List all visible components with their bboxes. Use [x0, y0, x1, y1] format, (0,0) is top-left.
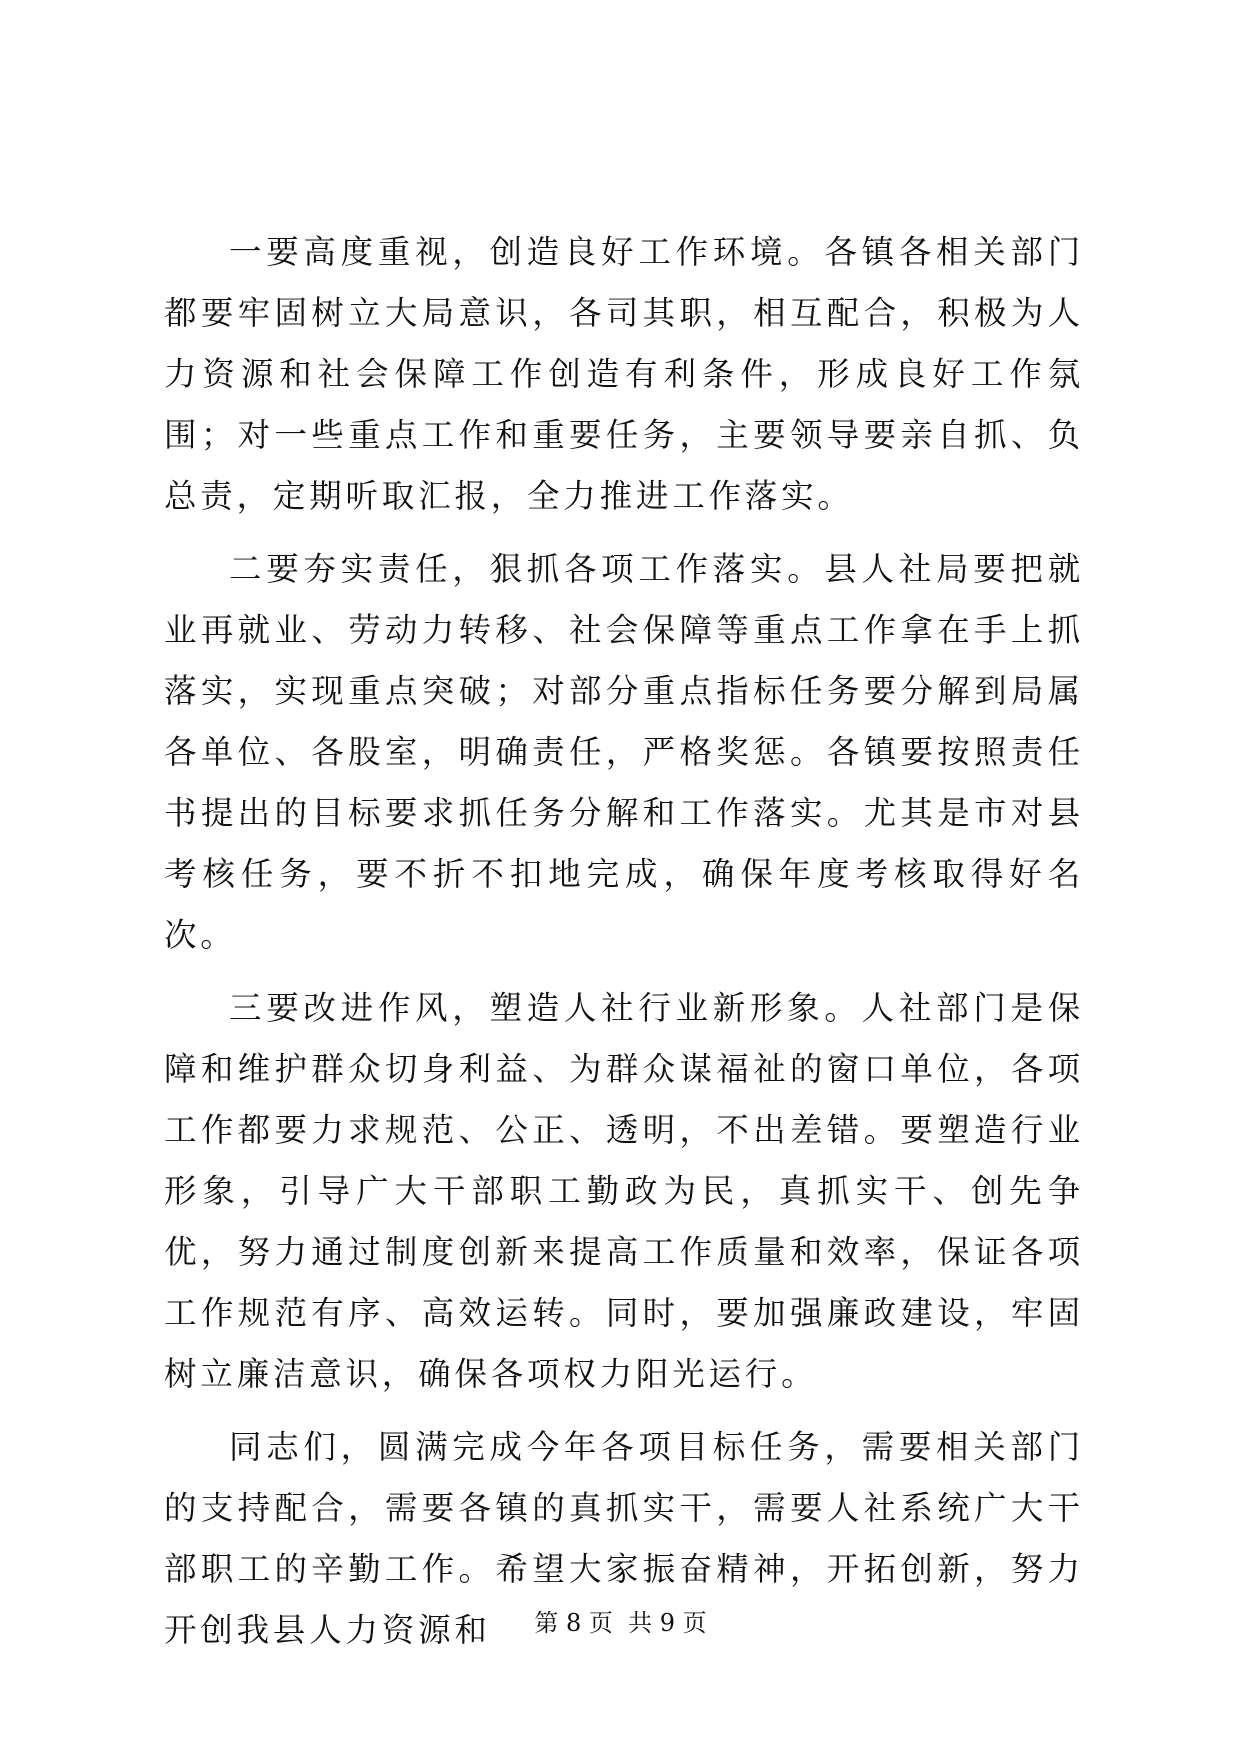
- paragraph-1: 一要高度重视，创造良好工作环境。各镇各相关部门都要牢固树立大局意识，各司其职，相互配合，积极为人力资源和社会保障工作创造有利条件，形成良好工作氛围；对一些重点工作和重要任务，主要领导要亲自抓、负总责，定期听取汇报，全力推进工作落实。: [164, 233, 1084, 515]
- page-footer: 第 8 页 共 9 页: [534, 1609, 707, 1637]
- paragraph-3: 三要改进作风，塑造人社行业新形象。人社部门是保障和维护群众切身利益、为群众谋福祉的窗口单位，各项工作都要力求规范、公正、透明，不出差错。要塑造行业形象，引导广大干部职工勤政为民，真抓实干、创先争优，努力通过制度创新来提高工作质量和效率，保证各项工作规范有序、高效运转。同时，要加强廉政建设，牢固树立廉洁意识，确保各项权力阳光运行。: [164, 989, 1084, 1393]
- paragraph-2: 二要夯实责任，狠抓各项工作落实。县人社局要把就业再就业、劳动力转移、社会保障等重点工作拿在手上抓落实，实现重点突破；对部分重点指标任务要分解到局属各单位、各股室，明确责任，严格奖惩。各镇要按照责任书提出的目标要求抓任务分解和工作落实。尤其是市对县考核任务，要不折不扣地完成，确保年度考核取得好名次。: [164, 550, 1084, 954]
- paragraph-4: 同志们，圆满完成今年各项目标任务，需要相关部门的支持配合，需要各镇的真抓实干，需要人社系统广大干部职工的辛勤工作。希望大家振奋精神，开拓创新，努力开创我县人力资源和: [164, 1428, 1084, 1649]
- document-body: [164, 222, 1084, 1673]
